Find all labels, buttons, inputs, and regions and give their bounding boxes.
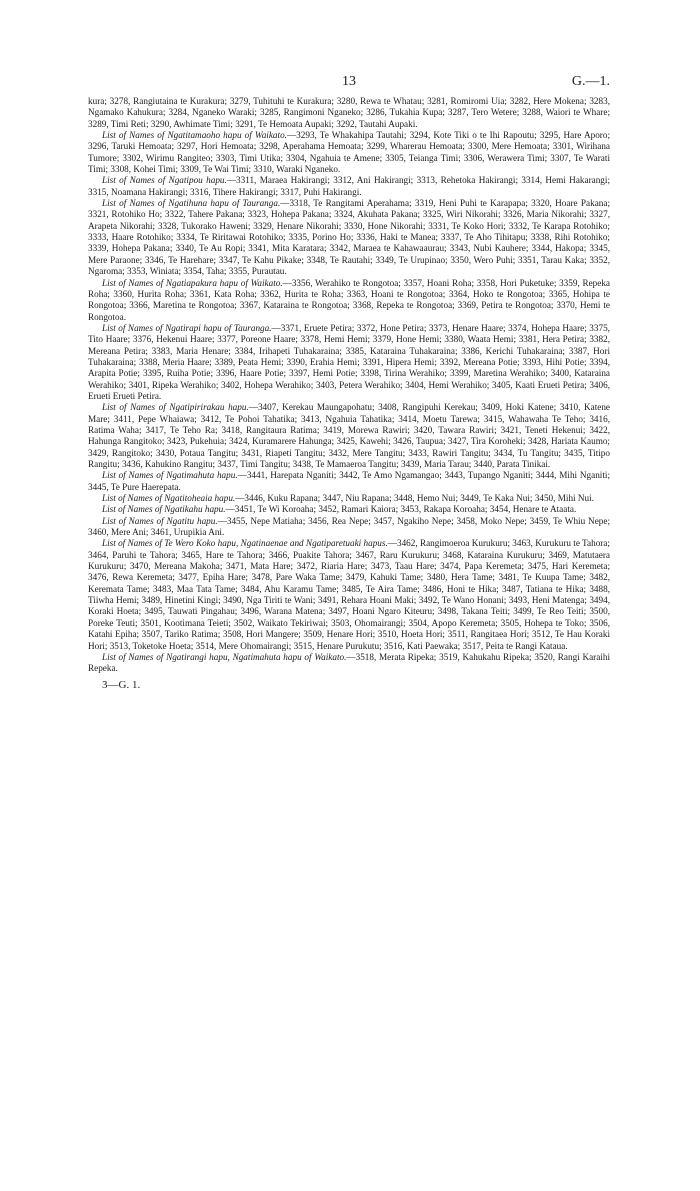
list-entries: —3407, Kerekau Maungapohatu; 3408, Rangipuhi Kerekau; 3409, Hoki Katene; 3410, Katene Mare; 3411, Pepe Whaiawa; 3412, Te Pohoi Tahatika; 3413, Ngahuia Tahatika; 3414, Moetu Tarewa; 3415, Wahawaha Te Teho; 3416, Ratima Waha; 3417, Te Teho Ra; 3418, Rangitaura Ratima; 3419, Morewa Rawiri; 3420, Tawara Rawiri; 3421, Teneti Hekenui; 3422, Hahunga Rangitoko; 3423, Pukehuia; 3424, Kuramarere Hahunga; 3425, Kawehi; 3426, Taupua; 3427, Tira Koroheki; 3428, Hariata Kaumo; 3429, Rangitoko; 3430, Potaua Tangitu; 3431, Riapeti Tangitu; 3432, Mere Tangitu; 3433, Rawiri Tangitu; 3434, Tu Tangitu; 3435, Titipo Rangitu; 3436, Kahukino Rangitu; 3437, Timi Tangitu; 3438, Te Mamaeroa Tangitu; 3439, Maria Tarau; 3440, Parata Tinikai. (88, 402, 610, 469)
list-title: List of Names of Ngatiapakura hapu of Waikato. (102, 277, 283, 288)
paragraph (88, 175, 610, 198)
list-title: List of Names of Te Wero Koko hapu, Ngatinaenae and Ngatiparetuaki hapus. (102, 538, 388, 549)
paragraph (88, 470, 610, 493)
list-title: List of Names of Ngatirangi hapu, Ngatimahuta hapu of Waikato. (102, 651, 347, 662)
list-title: List of Names of Ngatipou hapu. (102, 175, 227, 186)
page-number: 13 (342, 74, 356, 89)
list-title: List of Names of Ngatimahuta hapu. (102, 470, 238, 481)
list-title: List of Names of Ngatitoheaia hapu. (102, 493, 236, 504)
list-entries: —3371, Eruete Petira; 3372, Hone Petira; 3373, Henare Haare; 3374, Hohepa Haare; 3375, Tito Haare; 3376, Hekenui Haare; 3377, Poreone Haare; 3378, Hemi Hemi; 3379, Hone Hemi; 3380, Waata Hemi; 3381, Hera Petira; 3382, Mereana Petira; 3383, Maria Henare; 3384, Irihapeti Tuhakaraina; 3385, Kataraina Tuhakaraina; 3386, Kerichi Tuhakaraina; 3387, Hori Tuhakaraina; 3388, Meria Haare; 3389, Peata Hemi; 3390, Erahia Hemi; 3391, Hipera Hemi; 3392, Mereana Potie; 3393, Hihi Potie; 3394, Arapita Potie; 3395, Ruiha Potie; 3396, Haare Potie; 3397, Hemi Potie; 3398, Tirina Werahiko; 3399, Maretina Werahiko; 3400, Kataraina Werahiko; 3401, Ripeka Werahiko; 3402, Hohepa Werahiko; 3403, Petera Werahiko; 3404, Hemi Werahiko; 3405, Kaati Erueti Petira; 3406, Erueti Erueti Petira. (88, 322, 610, 401)
list-title: List of Names of Ngatitu hapu. (102, 515, 218, 526)
paragraph (88, 538, 610, 651)
list-entries: —3318, Te Rangitami Aperahama; 3319, Heni Puhi te Karapapa; 3320, Hoare Pakana; 3321, Rotohiko Ho; 3322, Tahere Pakana; 3323, Hohepa Pakana; 3324, Akuhata Pakana; 3325, Wiri Nikorahi; 3326, Maria Nikorahi; 3327, Arapeta Nikorahi; 3328, Tukorako Haweni; 3329, Henare Nikorahi; 3330, Hone Nikorahi; 3331, Te Koko Hori; 3332, Te Karapa Rotohiko; 3333, Haare Rotohiko; 3334, Te Riritawai Rotohiko; 3335, Porino Ho; 3336, Haki te Manea; 3337, Te Aho Tihitapu; 3338, Rihi Rotohiko; 3339, Hohepa Pakana; 3340, Te Au Ropi; 3341, Mita Karatara; 3342, Maraea te Kahawaaurau; 3343, Nubi Kauhere; 3344, Hakopa; 3345, Mere Paraone; 3346, Te Harehare; 3347, Te Kahu Pikake; 3348, Te Rautahi; 3349, Te Urupinao; 3350, Wero Puhi; 3351, Tarau Kaka; 3352, Ngaroma; 3353, Winiata; 3354, Taha; 3355, Purautau. (88, 198, 610, 277)
paragraph (88, 504, 610, 515)
paragraph (88, 516, 610, 539)
page-reference: G.—1. (571, 74, 610, 89)
document-page (88, 74, 610, 691)
paragraph (88, 652, 610, 675)
list-title: List of Names of Ngatikahu hapu. (102, 504, 226, 515)
list-entries: —3356, Werahiko te Rongotoa; 3357, Hoani Roha; 3358, Hori Puketuke; 3359, Repeka Roha; 3360, Hurita Roha; 3361, Kata Roha; 3362, Hurita te Roha; 3363, Hoani te Rongotoa; 3364, Hoko te Rongotoa; 3365, Hohipa te Rongotoa; 3366, Maretina te Rongotoa; 3367, Kataraina te Rongotoa; 3368, Repeka te Rongotoa; 3369, Petira te Rongotoa; 3370, Hemi te Rongotoa. (88, 277, 610, 322)
list-entries: —3293, Te Whakahipa Tautahi; 3294, Kote Tiki o te Ihi Rapoutu; 3295, Hare Aporo; 3296, Taruki Hemoata; 3297, Hori Hemoata; 3298, Aperahama Hemoata; 3299, Wharerau Hemoata; 3300, Mere Hemoata; 3301, Wirihana Tumore; 3302, Wirimu Rangiteo; 3303, Timi Utika; 3304, Ngahuia te Amene; 3305, Teianga Timi; 3306, Werawera Timi; 3307, Te Warati Timi; 3308, Kohei Timi; 3309, Te Wai Timi; 3310, Waraki Nganeko. (88, 130, 610, 175)
paragraph (88, 130, 610, 175)
list-title: List of Names of Ngatipirirakau hapu. (102, 402, 249, 413)
paragraph (88, 198, 610, 277)
paragraph (88, 402, 610, 470)
paragraph (88, 96, 610, 130)
body-text (88, 96, 610, 675)
list-entries: —3455, Nepe Matiaha; 3456, Rea Nepe; 3457, Ngakiho Nepe; 3458, Moko Nepe; 3459, Te Whiu Nepe; 3460, Mere Ani; 3461, Urupikia Ani. (88, 515, 610, 538)
list-entries: —3311, Maraea Hakirangi; 3312, Ani Hakirangi; 3313, Rehetoka Hakirangi; 3314, Hemi Hakarangi; 3315, Noamana Hakirangi; 3316, Tihere Hakirangi; 3317, Puhi Hakirangi. (88, 175, 610, 197)
list-entries: —3518, Merata Ripeka; 3519, Kahukahu Ripeka; 3520, Rangi Karaihi Repeka. (88, 651, 611, 674)
paragraph (88, 493, 610, 504)
list-title: List of Names of Ngatitamaoho hapu of Waikato. (102, 130, 287, 141)
paragraph (88, 278, 610, 323)
paragraph (88, 323, 610, 402)
list-entries: —3441, Harepata Nganiti; 3442, Te Amo Ngamangao; 3443, Tupango Nganiti; 3444, Mihi Nganiti; 3445, Te Pure Haerepata. (88, 470, 610, 492)
signature-mark: 3—G. 1. (102, 678, 141, 691)
list-title: List of Names of Ngatihuna hapu of Tauranga. (102, 198, 281, 209)
list-entries: —3462, Rangimoeroa Kurukuru; 3463, Kurukuru te Tahora; 3464, Paruhi te Tahora; 3465, Hare te Tahora; 3466, Puakite Tahora; 3467, Raru Kurukuru; 3468, Kataraina Kurukuru; 3469, Matutaera Kurukuru; 3470, Mereana Makoha; 3471, Mata Hare; 3472, Riaria Hare; 3473, Taau Hare; 3474, Papa Keremeta; 3475, Hari Keremeta; 3476, Rewa Keremeta; 3477, Epiha Hare; 3478, Pare Waka Tame; 3479, Kahuki Tame; 3480, Hera Tame; 3481, Te Kuupa Tame; 3482, Keremata Tame; 3483, Maa Tata Tame; 3484, Ahu Karamu Tame; 3485, Te Aira Tame; 3486, Honi te Hika; 3487, Tatiana te Hika; 3488, Tiiwha Hemi; 3489, Hinetini Kingi; 3490, Nga Tiriti te Wani; 3491, Rehara Hoani Maki; 3492, Te Wano Honani; 3493, Heni Matenga; 3494, Koraki Hoeta; 3495, Tauwati Pingahau; 3496, Warana Matena; 3497, Hoani Ngaro Kiteuru; 3498, Takana Teiti; 3499, Te Reo Teiti; 3500, Poreke Teuti; 3501, Kootimana Teieti; 3502, Waikato Tekiriwai; 3503, Ohomairangi; 3504, Apopo Keremeta; 3505, Hohepa te Toko; 3506, Katahi Epiha; 3507, Tariko Ratima; 3508, Hori Mangere; 3509, Henare Hori; 3510, Hoeta Hori; 3511, Rangitaea Hori; 3512, Te Hau Koraki Hori; 3513, Toketoke Hoeta; 3514, Mere Ohomairangi; 3515, Henare Purukutu; 3516, Kati Paewaka; 3517, Peita te Rangi Kataua. (88, 538, 610, 651)
page-header (88, 74, 610, 96)
list-entries: kura; 3278, Rangiutaina te Kurakura; 3279, Tuhituhi te Kurakura; 3280, Rewa te Whatau; 3281, Romiromi Uia; 3282, Here Mokena; 3283, Ngamako Kahukura; 3284, Nganeko Waraki; 3285, Rangimoni Nganeko; 3286, Tukahia Kupa; 3287, Tero Wetere; 3288, Waiori te Whare; 3289, Timi Reti; 3290, Awhimate Timi; 3291, Te Hemoata Aupaki; 3292, Tautahi Aupaki. (88, 96, 610, 129)
list-entries: —3451, Te Wi Koroaha; 3452, Ramari Kaiora; 3453, Rakapa Koroaha; 3454, Henare te Ataata. (225, 504, 577, 515)
list-title: List of Names of Ngatirapi hapu of Tauranga. (102, 322, 272, 333)
list-entries: —3446, Kuku Rapana; 3447, Niu Rapana; 3448, Hemo Nui; 3449, Te Kaka Nui; 3450, Mihi Nui. (235, 493, 594, 504)
